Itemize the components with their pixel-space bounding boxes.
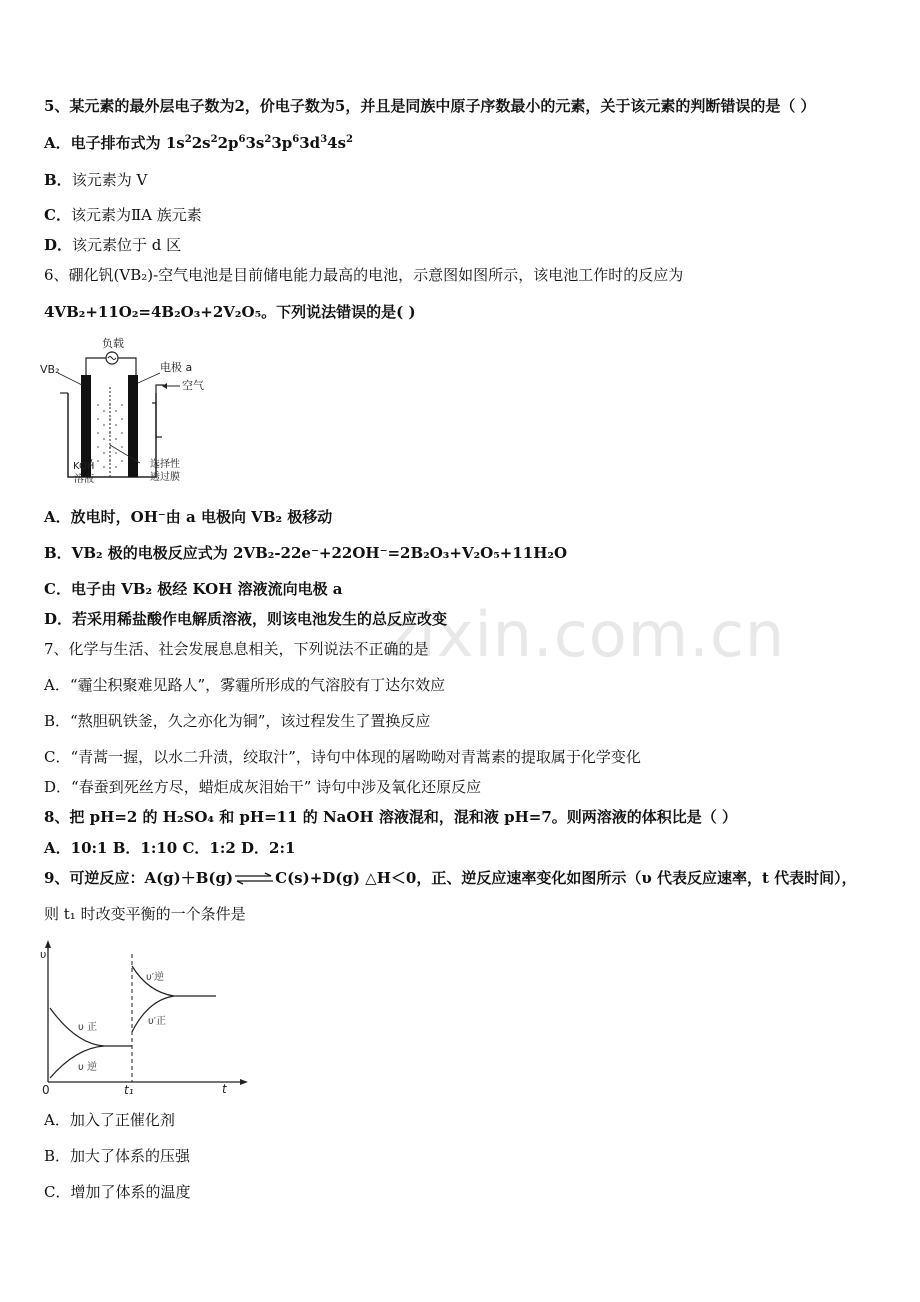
battery-diagram	[40, 335, 220, 487]
q6-option-d: D．若采用稀盐酸作电解质溶液，则该电池发生的总反应改变	[44, 610, 448, 628]
q9-stem: 9、可逆反应：A(g)＋B(g) C(s)+D(g) △H＜0，正、逆反应速率变化如图所示（υ 代表反应速率，t 代表时间），	[44, 869, 857, 887]
t1-label: t₁	[124, 1083, 134, 1096]
vb2-label: VB₂	[40, 363, 60, 376]
rate-time-graph	[36, 936, 260, 1096]
v-forward-new-label: υ′正	[148, 1016, 167, 1027]
q7-option-d: D．“春蚕到死丝方尽，蜡炬成灰泪始干” 诗句中涉及氧化还原反应	[44, 778, 482, 796]
watermark: zixin.com.cn	[385, 598, 786, 671]
q6-stem-line2: 4VB₂+11O₂=4B₂O₃+2V₂O₅。下列说法错误的是( )	[44, 303, 416, 321]
q9-stem-line2: 则 t₁ 时改变平衡的一个条件是	[44, 905, 246, 923]
q5-option-c: C．该元素为ⅡA 族元素	[44, 206, 202, 224]
koh-label: KOH	[73, 461, 95, 472]
x-axis-label: t	[222, 1082, 227, 1096]
q8-stem: 8、把 pH=2 的 H₂SO₄ 和 pH=11 的 NaOH 溶液混和，混和液 pH=7。则两溶液的体积比是（ ）	[44, 808, 737, 826]
q5-option-b: B．该元素为 V	[44, 171, 148, 189]
q6-option-b: B．VB₂ 极的电极反应式为 2VB₂-22e⁻+22OH⁻=2B₂O₃+V₂O₅+11H₂O	[44, 544, 568, 562]
q7-option-a: A．“霾尘积聚难见路人”，雾霾所形成的气溶胶有丁达尔效应	[44, 676, 446, 694]
q6-option-c: C．电子由 VB₂ 极经 KOH 溶液流向电极 a	[44, 580, 343, 598]
q6-stem-line1: 6、硼化钒(VB₂)-空气电池是目前储电能力最高的电池，示意图如图所示，该电池工作时的反应为	[44, 266, 684, 284]
q7-stem: 7、化学与生活、社会发展息息相关，下列说法不正确的是	[44, 640, 429, 658]
q5-stem: 5、某元素的最外层电子数为2，价电子数为5，并且是同族中原子序数最小的元素，关于该元素的判断错误的是（ ）	[44, 97, 816, 115]
q9-option-b: B．加大了体系的压强	[44, 1147, 191, 1165]
electrode-a-label: 电极 a	[160, 361, 193, 374]
q5-option-d: D．该元素位于 d 区	[44, 236, 182, 254]
v-forward-label: υ 正	[78, 1022, 97, 1033]
solution-label: 溶液	[74, 474, 94, 485]
q5-option-a: A．电子排布式为 $1s^22s^22p^63s^23p^63d^34s^2$	[44, 134, 354, 152]
q6-option-a: A．放电时，OH⁻由 a 电极向 VB₂ 极移动	[44, 508, 333, 526]
q8-options: A．10:1 B．1:10 C．1:2 D．2:1	[44, 839, 296, 857]
origin-label: 0	[42, 1083, 50, 1096]
q9-option-c: C．增加了体系的温度	[44, 1183, 191, 1201]
q7-option-b: B．“熬胆矾铁釜，久之亦化为铜”，该过程发生了置换反应	[44, 712, 431, 730]
air-label: 空气	[182, 379, 204, 392]
equilibrium-arrow-icon	[233, 872, 275, 886]
membrane-label-1: 选择性	[150, 459, 180, 470]
v-reverse-new-label: υ′逆	[146, 972, 165, 983]
y-axis-label: υ	[40, 948, 47, 961]
q5-a-text: 电子排布式为 1s	[70, 134, 185, 152]
v-reverse-label: υ 逆	[78, 1062, 97, 1073]
q9-option-a: A．加入了正催化剂	[44, 1111, 175, 1129]
q7-option-c: C．“青蒿一握，以水二升渍，绞取汁”，诗句中体现的屠呦呦对青蒿素的提取属于化学变化	[44, 748, 641, 766]
q5-a-label: A．	[44, 134, 71, 152]
load-label: 负载	[102, 337, 124, 350]
membrane-label-2: 透过膜	[150, 472, 180, 483]
